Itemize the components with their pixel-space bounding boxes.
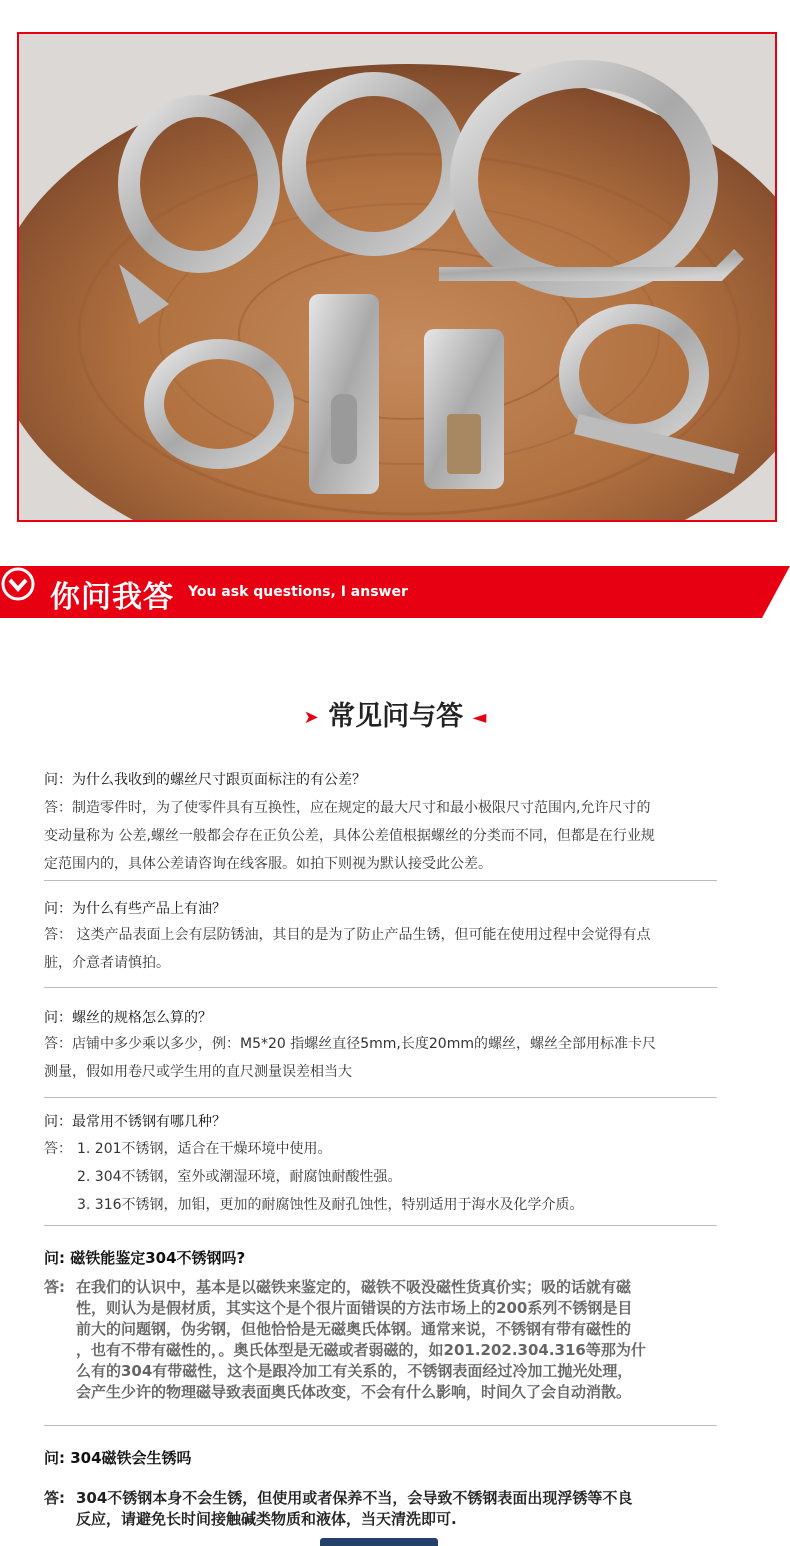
faq-item <box>44 1247 724 1268</box>
answer-line: 2. 304不锈钢，室外或潮湿环境，耐腐蚀耐酸性强。 <box>77 1169 402 1185</box>
banner-subtitle: You ask questions, I answer <box>188 584 408 600</box>
question-text: 磁铁能鉴定304不锈钢吗? <box>70 1249 246 1267</box>
question-label: 问: <box>44 1249 65 1267</box>
answer-line: 前大的问题钢，伪劣钢，但他恰恰是无磁奥氏体钢。通常来说，不锈钢有带有磁性的 <box>76 1320 632 1338</box>
divider <box>44 1425 717 1426</box>
arrow-left-icon: ◄ <box>472 707 487 728</box>
divider <box>44 1097 717 1098</box>
question: 问：为什么我收到的螺丝尺寸跟页面标注的有公差？ <box>44 772 366 788</box>
answer-text <box>76 1277 736 1403</box>
answer-line: 答： 这类产品表面上会有层防锈油，其目的是为了防止产品生锈，但可能在使用过程中会觉得有点 <box>44 927 651 943</box>
divider <box>44 880 717 881</box>
question: 问：最常用不锈钢有哪几种？ <box>44 1114 226 1130</box>
answer-label: 答： <box>44 1141 72 1157</box>
question <box>44 1247 724 1268</box>
faq-item <box>44 1447 724 1468</box>
answer-line: 变动量称为 公差,螺丝一般都会存在正负公差，具体公差值根据螺丝的分类而不同，但都是在行业规 <box>44 828 655 844</box>
answer-label: 答: <box>44 1278 65 1296</box>
answer-label: 答: <box>44 1489 65 1507</box>
faq-item <box>44 1112 724 1132</box>
qa-banner <box>0 566 790 618</box>
hose-clamps-image <box>19 34 775 520</box>
divider <box>44 1225 717 1226</box>
product-photo <box>17 32 777 522</box>
answer-list <box>44 1135 584 1219</box>
answer-line: 反应，请避免长时间接触碱类物质和液体，当天清洗即可. <box>76 1510 457 1528</box>
answer-line: ，也有不带有磁性的，。奥氏体型是无磁或者弱磁的，如201.202.304.316等那为什 <box>76 1341 646 1359</box>
bottom-tab <box>320 1538 438 1546</box>
faq-item <box>44 899 724 977</box>
arrow-right-icon: ➤ <box>303 707 319 728</box>
question: 问：螺丝的规格怎么算的？ <box>44 1010 212 1026</box>
answer-line: 1. 201不锈钢，适合在干燥环境中使用。 <box>77 1141 332 1157</box>
answer-line: 答：制造零件时，为了使零件具有互换性，应在规定的最大尺寸和最小极限尺寸范围内,允许尺寸的 <box>44 800 651 816</box>
answer-line: 答：店铺中多少乘以多少，例：M5*20 指螺丝直径5mm,长度20mm的螺丝，螺丝全部用标准卡尺 <box>44 1036 656 1052</box>
answer-line: 性，则认为是假材质，其实这个是个很片面错误的方法市场上的200系列不锈钢是目 <box>76 1299 633 1317</box>
answer-line: 3. 316不锈钢，加钼，更加的耐腐蚀性及耐孔蚀性，特别适用于海水及化学介质。 <box>77 1197 584 1213</box>
question: 问：为什么有些产品上有油？ <box>44 901 226 917</box>
faq-item <box>44 770 724 878</box>
answer-line: 在我们的认识中，基本是以磁铁来鉴定的，磁铁不吸没磁性货真价实；吸的话就有磁 <box>76 1278 632 1296</box>
answer-line: 定范围内的，具体公差请咨询在线客服。如拍下则视为默认接受此公差。 <box>44 856 492 872</box>
faq-heading-text: 常见问与答 <box>328 701 464 732</box>
faq-heading <box>0 694 790 733</box>
answer-line: 脏，介意者请慎拍。 <box>44 955 170 971</box>
faq-item <box>44 1008 724 1086</box>
question-text: 304磁铁会生锈吗 <box>70 1449 192 1467</box>
question-label: 问: <box>44 1449 65 1467</box>
answer-line: 么有的304有带磁性，这个是跟冷加工有关系的，不锈钢表面经过冷加工抛光处理， <box>76 1362 633 1380</box>
answer-line: 会产生少许的物理磁导致表面奥氏体改变，不会有什么影响，时间久了会自动消散。 <box>76 1383 632 1401</box>
answer-line: 测量，假如用卷尺或学生用的直尺测量误差相当大 <box>44 1064 352 1080</box>
question <box>44 1447 724 1468</box>
answer-text <box>76 1488 736 1530</box>
banner-title: 你问我答 <box>50 580 174 615</box>
answer-line: 304不锈钢本身不会生锈，但使用或者保养不当，会导致不锈钢表面出现浮锈等不良 <box>76 1489 633 1507</box>
divider <box>44 987 717 988</box>
chevron-down-circle-icon <box>0 566 36 602</box>
